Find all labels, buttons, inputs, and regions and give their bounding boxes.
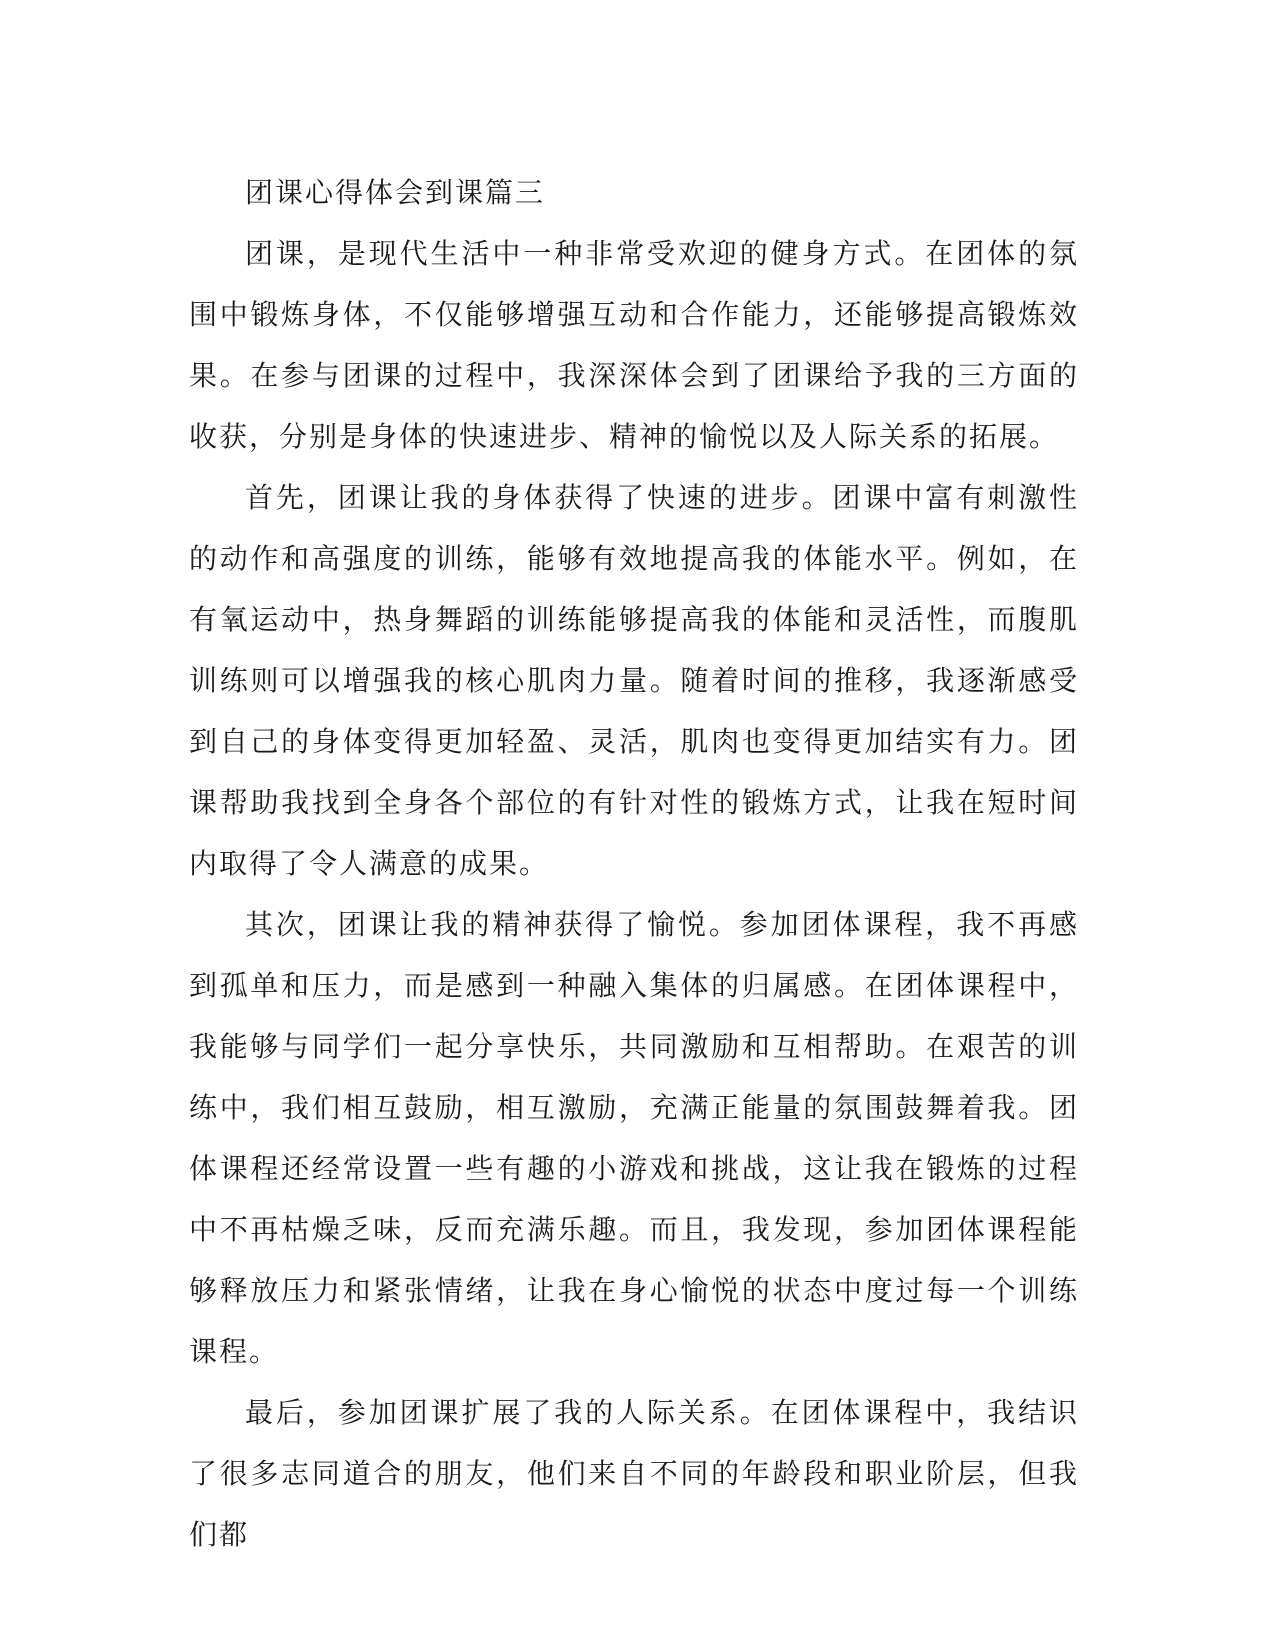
- document-body: [189, 162, 1079, 1565]
- paragraph-spirit-joy: 其次，团课让我的精神获得了愉悦。参加团体课程，我不再感到孤单和压力，而是感到一种融入集体的归属感。在团体课程中，我能够与同学们一起分享快乐，共同激励和互相帮助。在艰苦的训练中，我们相互鼓励，相互激励，充满正能量的氛围鼓舞着我。团体课程还经常设置一些有趣的小游戏和挑战，这让我在锻炼的过程中不再枯燥乏味，反而充满乐趣。而且，我发现，参加团体课程能够释放压力和紧张情绪，让我在身心愉悦的状态中度过每一个训练课程。: [189, 908, 1079, 1368]
- paragraph-body-progress: 首先，团课让我的身体获得了快速的进步。团课中富有刺激性的动作和高强度的训练，能够有效地提高我的体能水平。例如，在有氧运动中，热身舞蹈的训练能够提高我的体能和灵活性，而腹肌训练则可以增强我的核心肌肉力量。随着时间的推移，我逐渐感受到自己的身体变得更加轻盈、灵活，肌肉也变得更加结实有力。团课帮助我找到全身各个部位的有针对性的锻炼方式，让我在短时间内取得了令人满意的成果。: [189, 481, 1079, 880]
- paragraph-relationships: 最后，参加团课扩展了我的人际关系。在团体课程中，我结识了很多志同道合的朋友，他们来自不同的年龄段和职业阶层，但我们都: [189, 1396, 1079, 1551]
- document-heading: 团课心得体会到课篇三: [245, 176, 546, 209]
- paragraph-intro: 团课，是现代生活中一种非常受欢迎的健身方式。在团体的氛围中锻炼身体，不仅能够增强互动和合作能力，还能够提高锻炼效果。在参与团课的过程中，我深深体会到了团课给予我的三方面的收获，分别是身体的快速进步、精神的愉悦以及人际关系的拓展。: [189, 237, 1079, 453]
